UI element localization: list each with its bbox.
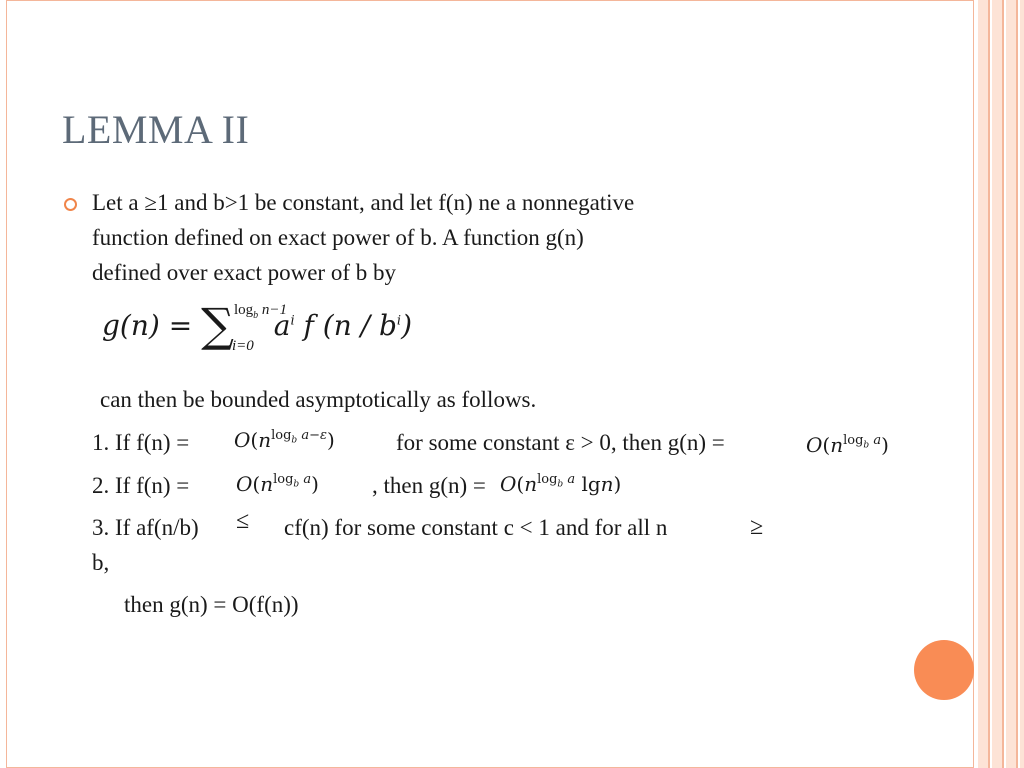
decorative-circle [914, 640, 974, 700]
summation-formula: g(n) = ∑ $a^i$ f $(n / b^i)$ [102, 298, 412, 352]
summation-lower-limit: i=0 [232, 338, 254, 354]
decorative-stripes [978, 0, 1024, 768]
leq-symbol: ≤ [236, 508, 250, 534]
intro-line-3: defined over exact power of b by [92, 260, 396, 285]
bullet-icon [64, 198, 77, 211]
case-3-line-3: then g(n) = O(f(n)) [124, 592, 299, 617]
summation-upper-limit: $\log_b n-1$ [234, 302, 288, 321]
case-1-result-expression: $O(n^{log_b a})$ [806, 433, 889, 457]
case-3-prefix: 3. If af(n/b) [92, 515, 199, 540]
slide-title: LEMMA II [62, 107, 250, 152]
case-2-fn-expression: $O(n^{log_b a})$ [236, 472, 319, 496]
bounded-line: can then be bounded asymptotically as follows. [100, 387, 537, 412]
case-1-fn-expression: $O(n^{log_b a-\varepsilon})$ [234, 428, 335, 452]
intro-line-1: Let a ≥1 and b>1 be constant, and let f(n) ne a nonnegative [92, 190, 635, 215]
case-2-result-expression: $O(n^{log_b a}$ lgn) [500, 472, 622, 496]
case-3-line-1: cf(n) for some constant c < 1 and for all n [284, 515, 668, 540]
case-3-line-2: b, [92, 550, 110, 575]
geq-symbol: ≥ [750, 514, 764, 540]
case-1-prefix: 1. If f(n) = [92, 430, 190, 455]
intro-line-2: function defined on exact power of b. A function g(n) [92, 225, 584, 250]
case-2-suffix: , then g(n) = [372, 473, 486, 498]
case-1-suffix: for some constant ε > 0, then g(n) = [396, 430, 725, 455]
case-2-prefix: 2. If f(n) = [92, 473, 190, 498]
